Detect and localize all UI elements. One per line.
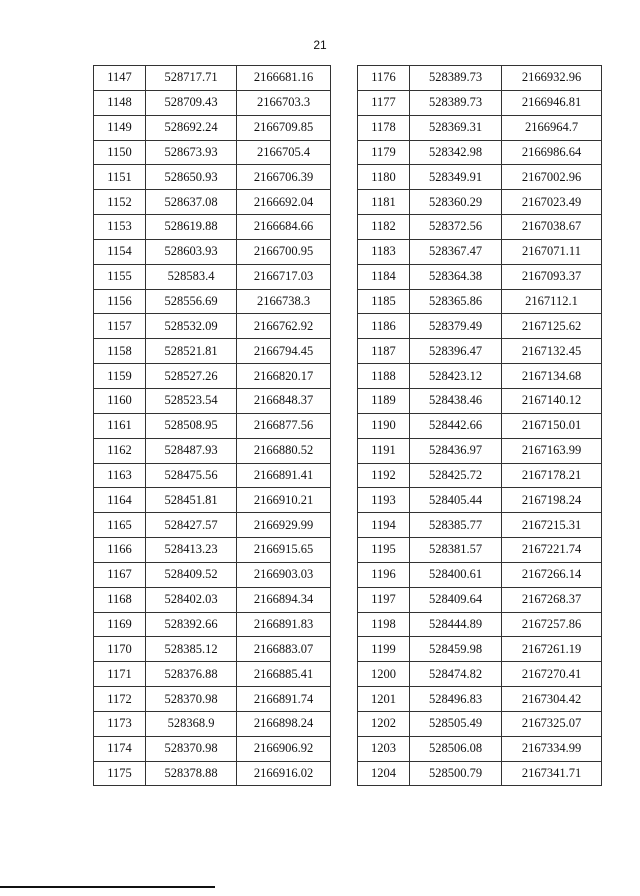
y-coordinate-cell: 2166706.39 bbox=[237, 165, 331, 190]
point-number-cell: 1198 bbox=[358, 612, 410, 637]
point-number-cell: 1193 bbox=[358, 488, 410, 513]
x-coordinate-cell: 528436.97 bbox=[410, 438, 502, 463]
x-coordinate-cell: 528475.56 bbox=[146, 463, 237, 488]
x-coordinate-cell: 528392.66 bbox=[146, 612, 237, 637]
y-coordinate-cell: 2167325.07 bbox=[502, 711, 602, 736]
point-number-cell: 1186 bbox=[358, 314, 410, 339]
point-number-cell: 1185 bbox=[358, 289, 410, 314]
table-row bbox=[358, 488, 602, 513]
table-row bbox=[358, 687, 602, 712]
table-row bbox=[358, 662, 602, 687]
x-coordinate-cell: 528378.88 bbox=[146, 761, 237, 786]
table-row bbox=[358, 562, 602, 587]
y-coordinate-cell: 2167178.21 bbox=[502, 463, 602, 488]
point-number-cell: 1200 bbox=[358, 662, 410, 687]
table-row bbox=[358, 513, 602, 538]
x-coordinate-cell: 528349.91 bbox=[410, 165, 502, 190]
x-coordinate-cell: 528496.83 bbox=[410, 687, 502, 712]
table-row bbox=[358, 463, 602, 488]
y-coordinate-cell: 2167163.99 bbox=[502, 438, 602, 463]
y-coordinate-cell: 2166891.74 bbox=[237, 687, 331, 712]
y-coordinate-cell: 2166738.3 bbox=[237, 289, 331, 314]
x-coordinate-cell: 528583.4 bbox=[146, 264, 237, 289]
table-row bbox=[358, 612, 602, 637]
coordinates-table-left bbox=[93, 65, 331, 786]
x-coordinate-cell: 528370.98 bbox=[146, 736, 237, 761]
y-coordinate-cell: 2166794.45 bbox=[237, 339, 331, 364]
y-coordinate-cell: 2166903.03 bbox=[237, 562, 331, 587]
x-coordinate-cell: 528508.95 bbox=[146, 413, 237, 438]
point-number-cell: 1169 bbox=[94, 612, 146, 637]
point-number-cell: 1159 bbox=[94, 364, 146, 389]
table-row bbox=[94, 662, 331, 687]
x-coordinate-cell: 528409.64 bbox=[410, 587, 502, 612]
x-coordinate-cell: 528423.12 bbox=[410, 364, 502, 389]
table-row bbox=[94, 612, 331, 637]
x-coordinate-cell: 528385.12 bbox=[146, 637, 237, 662]
y-coordinate-cell: 2166929.99 bbox=[237, 513, 331, 538]
x-coordinate-cell: 528360.29 bbox=[410, 190, 502, 215]
table-row bbox=[358, 115, 602, 140]
y-coordinate-cell: 2166932.96 bbox=[502, 66, 602, 91]
table-row bbox=[94, 289, 331, 314]
y-coordinate-cell: 2166910.21 bbox=[237, 488, 331, 513]
point-number-cell: 1203 bbox=[358, 736, 410, 761]
x-coordinate-cell: 528619.88 bbox=[146, 215, 237, 240]
y-coordinate-cell: 2167125.62 bbox=[502, 314, 602, 339]
y-coordinate-cell: 2167215.31 bbox=[502, 513, 602, 538]
table-row bbox=[94, 165, 331, 190]
y-coordinate-cell: 2166681.16 bbox=[237, 66, 331, 91]
x-coordinate-cell: 528474.82 bbox=[410, 662, 502, 687]
x-coordinate-cell: 528379.49 bbox=[410, 314, 502, 339]
x-coordinate-cell: 528717.71 bbox=[146, 66, 237, 91]
table-row bbox=[94, 388, 331, 413]
point-number-cell: 1148 bbox=[94, 90, 146, 115]
x-coordinate-cell: 528527.26 bbox=[146, 364, 237, 389]
table-row bbox=[94, 314, 331, 339]
y-coordinate-cell: 2167221.74 bbox=[502, 538, 602, 563]
y-coordinate-cell: 2167112.1 bbox=[502, 289, 602, 314]
point-number-cell: 1173 bbox=[94, 711, 146, 736]
footer-rule bbox=[0, 886, 215, 888]
table-row bbox=[358, 637, 602, 662]
point-number-cell: 1165 bbox=[94, 513, 146, 538]
table-row bbox=[94, 687, 331, 712]
point-number-cell: 1188 bbox=[358, 364, 410, 389]
point-number-cell: 1152 bbox=[94, 190, 146, 215]
x-coordinate-cell: 528556.69 bbox=[146, 289, 237, 314]
table-row bbox=[358, 90, 602, 115]
x-coordinate-cell: 528427.57 bbox=[146, 513, 237, 538]
table-row bbox=[358, 339, 602, 364]
x-coordinate-cell: 528342.98 bbox=[410, 140, 502, 165]
x-coordinate-cell: 528505.49 bbox=[410, 711, 502, 736]
table-row bbox=[94, 587, 331, 612]
y-coordinate-cell: 2166964.7 bbox=[502, 115, 602, 140]
table-row bbox=[358, 264, 602, 289]
y-coordinate-cell: 2167071.11 bbox=[502, 239, 602, 264]
point-number-cell: 1184 bbox=[358, 264, 410, 289]
point-number-cell: 1197 bbox=[358, 587, 410, 612]
table-row bbox=[94, 140, 331, 165]
x-coordinate-cell: 528500.79 bbox=[410, 761, 502, 786]
y-coordinate-cell: 2167261.19 bbox=[502, 637, 602, 662]
y-coordinate-cell: 2167304.42 bbox=[502, 687, 602, 712]
x-coordinate-cell: 528709.43 bbox=[146, 90, 237, 115]
x-coordinate-cell: 528521.81 bbox=[146, 339, 237, 364]
x-coordinate-cell: 528425.72 bbox=[410, 463, 502, 488]
y-coordinate-cell: 2166898.24 bbox=[237, 711, 331, 736]
x-coordinate-cell: 528692.24 bbox=[146, 115, 237, 140]
x-coordinate-cell: 528368.9 bbox=[146, 711, 237, 736]
point-number-cell: 1174 bbox=[94, 736, 146, 761]
y-coordinate-cell: 2167341.71 bbox=[502, 761, 602, 786]
y-coordinate-cell: 2166880.52 bbox=[237, 438, 331, 463]
y-coordinate-cell: 2167334.99 bbox=[502, 736, 602, 761]
table-row bbox=[358, 736, 602, 761]
point-number-cell: 1150 bbox=[94, 140, 146, 165]
point-number-cell: 1182 bbox=[358, 215, 410, 240]
table-row bbox=[358, 239, 602, 264]
table-row bbox=[358, 165, 602, 190]
point-number-cell: 1156 bbox=[94, 289, 146, 314]
x-coordinate-cell: 528409.52 bbox=[146, 562, 237, 587]
table-row bbox=[358, 289, 602, 314]
x-coordinate-cell: 528459.98 bbox=[410, 637, 502, 662]
page-number: 21 bbox=[313, 38, 327, 52]
table-row bbox=[94, 761, 331, 786]
y-coordinate-cell: 2167038.67 bbox=[502, 215, 602, 240]
table-row bbox=[358, 388, 602, 413]
table-row bbox=[94, 364, 331, 389]
coordinates-table-right bbox=[357, 65, 602, 786]
x-coordinate-cell: 528487.93 bbox=[146, 438, 237, 463]
y-coordinate-cell: 2166906.92 bbox=[237, 736, 331, 761]
point-number-cell: 1183 bbox=[358, 239, 410, 264]
x-coordinate-cell: 528389.73 bbox=[410, 66, 502, 91]
x-coordinate-cell: 528389.73 bbox=[410, 90, 502, 115]
point-number-cell: 1199 bbox=[358, 637, 410, 662]
table-row bbox=[358, 587, 602, 612]
x-coordinate-cell: 528650.93 bbox=[146, 165, 237, 190]
y-coordinate-cell: 2166891.41 bbox=[237, 463, 331, 488]
y-coordinate-cell: 2166946.81 bbox=[502, 90, 602, 115]
y-coordinate-cell: 2166877.56 bbox=[237, 413, 331, 438]
y-coordinate-cell: 2166894.34 bbox=[237, 587, 331, 612]
y-coordinate-cell: 2167270.41 bbox=[502, 662, 602, 687]
x-coordinate-cell: 528400.61 bbox=[410, 562, 502, 587]
table-row bbox=[94, 538, 331, 563]
x-coordinate-cell: 528673.93 bbox=[146, 140, 237, 165]
point-number-cell: 1190 bbox=[358, 413, 410, 438]
y-coordinate-cell: 2166705.4 bbox=[237, 140, 331, 165]
point-number-cell: 1196 bbox=[358, 562, 410, 587]
point-number-cell: 1180 bbox=[358, 165, 410, 190]
point-number-cell: 1155 bbox=[94, 264, 146, 289]
point-number-cell: 1147 bbox=[94, 66, 146, 91]
x-coordinate-cell: 528444.89 bbox=[410, 612, 502, 637]
table-row bbox=[94, 190, 331, 215]
point-number-cell: 1172 bbox=[94, 687, 146, 712]
y-coordinate-cell: 2166820.17 bbox=[237, 364, 331, 389]
point-number-cell: 1164 bbox=[94, 488, 146, 513]
table-row bbox=[94, 339, 331, 364]
point-number-cell: 1161 bbox=[94, 413, 146, 438]
table-row bbox=[94, 66, 331, 91]
table-row bbox=[94, 513, 331, 538]
x-coordinate-cell: 528603.93 bbox=[146, 239, 237, 264]
point-number-cell: 1191 bbox=[358, 438, 410, 463]
x-coordinate-cell: 528402.03 bbox=[146, 587, 237, 612]
x-coordinate-cell: 528372.56 bbox=[410, 215, 502, 240]
x-coordinate-cell: 528532.09 bbox=[146, 314, 237, 339]
y-coordinate-cell: 2166700.95 bbox=[237, 239, 331, 264]
table-row bbox=[94, 637, 331, 662]
x-coordinate-cell: 528442.66 bbox=[410, 413, 502, 438]
y-coordinate-cell: 2167150.01 bbox=[502, 413, 602, 438]
table-row bbox=[358, 314, 602, 339]
y-coordinate-cell: 2166762.92 bbox=[237, 314, 331, 339]
table-row bbox=[94, 438, 331, 463]
x-coordinate-cell: 528365.86 bbox=[410, 289, 502, 314]
point-number-cell: 1189 bbox=[358, 388, 410, 413]
x-coordinate-cell: 528367.47 bbox=[410, 239, 502, 264]
y-coordinate-cell: 2167023.49 bbox=[502, 190, 602, 215]
table-row bbox=[358, 66, 602, 91]
table-row bbox=[358, 438, 602, 463]
point-number-cell: 1158 bbox=[94, 339, 146, 364]
y-coordinate-cell: 2167134.68 bbox=[502, 364, 602, 389]
x-coordinate-cell: 528506.08 bbox=[410, 736, 502, 761]
point-number-cell: 1201 bbox=[358, 687, 410, 712]
table-row bbox=[358, 190, 602, 215]
point-number-cell: 1181 bbox=[358, 190, 410, 215]
table-row bbox=[94, 736, 331, 761]
table-row bbox=[358, 538, 602, 563]
x-coordinate-cell: 528523.54 bbox=[146, 388, 237, 413]
point-number-cell: 1166 bbox=[94, 538, 146, 563]
point-number-cell: 1177 bbox=[358, 90, 410, 115]
point-number-cell: 1195 bbox=[358, 538, 410, 563]
point-number-cell: 1194 bbox=[358, 513, 410, 538]
x-coordinate-cell: 528413.23 bbox=[146, 538, 237, 563]
table-row bbox=[358, 413, 602, 438]
point-number-cell: 1178 bbox=[358, 115, 410, 140]
y-coordinate-cell: 2166891.83 bbox=[237, 612, 331, 637]
x-coordinate-cell: 528385.77 bbox=[410, 513, 502, 538]
table-row bbox=[94, 562, 331, 587]
x-coordinate-cell: 528405.44 bbox=[410, 488, 502, 513]
y-coordinate-cell: 2167198.24 bbox=[502, 488, 602, 513]
table-row bbox=[358, 140, 602, 165]
y-coordinate-cell: 2166717.03 bbox=[237, 264, 331, 289]
x-coordinate-cell: 528370.98 bbox=[146, 687, 237, 712]
y-coordinate-cell: 2167266.14 bbox=[502, 562, 602, 587]
point-number-cell: 1153 bbox=[94, 215, 146, 240]
table-row bbox=[94, 264, 331, 289]
table-row bbox=[94, 488, 331, 513]
point-number-cell: 1192 bbox=[358, 463, 410, 488]
x-coordinate-cell: 528451.81 bbox=[146, 488, 237, 513]
point-number-cell: 1179 bbox=[358, 140, 410, 165]
y-coordinate-cell: 2166709.85 bbox=[237, 115, 331, 140]
y-coordinate-cell: 2167132.45 bbox=[502, 339, 602, 364]
table-row bbox=[94, 239, 331, 264]
point-number-cell: 1151 bbox=[94, 165, 146, 190]
x-coordinate-cell: 528381.57 bbox=[410, 538, 502, 563]
point-number-cell: 1170 bbox=[94, 637, 146, 662]
table-row bbox=[94, 90, 331, 115]
table-row bbox=[94, 413, 331, 438]
point-number-cell: 1176 bbox=[358, 66, 410, 91]
y-coordinate-cell: 2167002.96 bbox=[502, 165, 602, 190]
table-row bbox=[94, 215, 331, 240]
y-coordinate-cell: 2166883.07 bbox=[237, 637, 331, 662]
table-row bbox=[358, 215, 602, 240]
point-number-cell: 1162 bbox=[94, 438, 146, 463]
point-number-cell: 1204 bbox=[358, 761, 410, 786]
y-coordinate-cell: 2167093.37 bbox=[502, 264, 602, 289]
y-coordinate-cell: 2166692.04 bbox=[237, 190, 331, 215]
x-coordinate-cell: 528396.47 bbox=[410, 339, 502, 364]
point-number-cell: 1160 bbox=[94, 388, 146, 413]
table-row bbox=[358, 364, 602, 389]
y-coordinate-cell: 2167140.12 bbox=[502, 388, 602, 413]
point-number-cell: 1175 bbox=[94, 761, 146, 786]
point-number-cell: 1202 bbox=[358, 711, 410, 736]
point-number-cell: 1157 bbox=[94, 314, 146, 339]
point-number-cell: 1154 bbox=[94, 239, 146, 264]
x-coordinate-cell: 528637.08 bbox=[146, 190, 237, 215]
y-coordinate-cell: 2167268.37 bbox=[502, 587, 602, 612]
x-coordinate-cell: 528369.31 bbox=[410, 115, 502, 140]
point-number-cell: 1167 bbox=[94, 562, 146, 587]
y-coordinate-cell: 2166986.64 bbox=[502, 140, 602, 165]
point-number-cell: 1163 bbox=[94, 463, 146, 488]
point-number-cell: 1171 bbox=[94, 662, 146, 687]
table-row bbox=[94, 115, 331, 140]
y-coordinate-cell: 2166703.3 bbox=[237, 90, 331, 115]
y-coordinate-cell: 2166916.02 bbox=[237, 761, 331, 786]
x-coordinate-cell: 528364.38 bbox=[410, 264, 502, 289]
x-coordinate-cell: 528376.88 bbox=[146, 662, 237, 687]
table-row bbox=[94, 711, 331, 736]
point-number-cell: 1168 bbox=[94, 587, 146, 612]
y-coordinate-cell: 2166848.37 bbox=[237, 388, 331, 413]
point-number-cell: 1149 bbox=[94, 115, 146, 140]
y-coordinate-cell: 2166885.41 bbox=[237, 662, 331, 687]
x-coordinate-cell: 528438.46 bbox=[410, 388, 502, 413]
point-number-cell: 1187 bbox=[358, 339, 410, 364]
y-coordinate-cell: 2166684.66 bbox=[237, 215, 331, 240]
y-coordinate-cell: 2166915.65 bbox=[237, 538, 331, 563]
table-row bbox=[94, 463, 331, 488]
table-row bbox=[358, 711, 602, 736]
y-coordinate-cell: 2167257.86 bbox=[502, 612, 602, 637]
table-row bbox=[358, 761, 602, 786]
